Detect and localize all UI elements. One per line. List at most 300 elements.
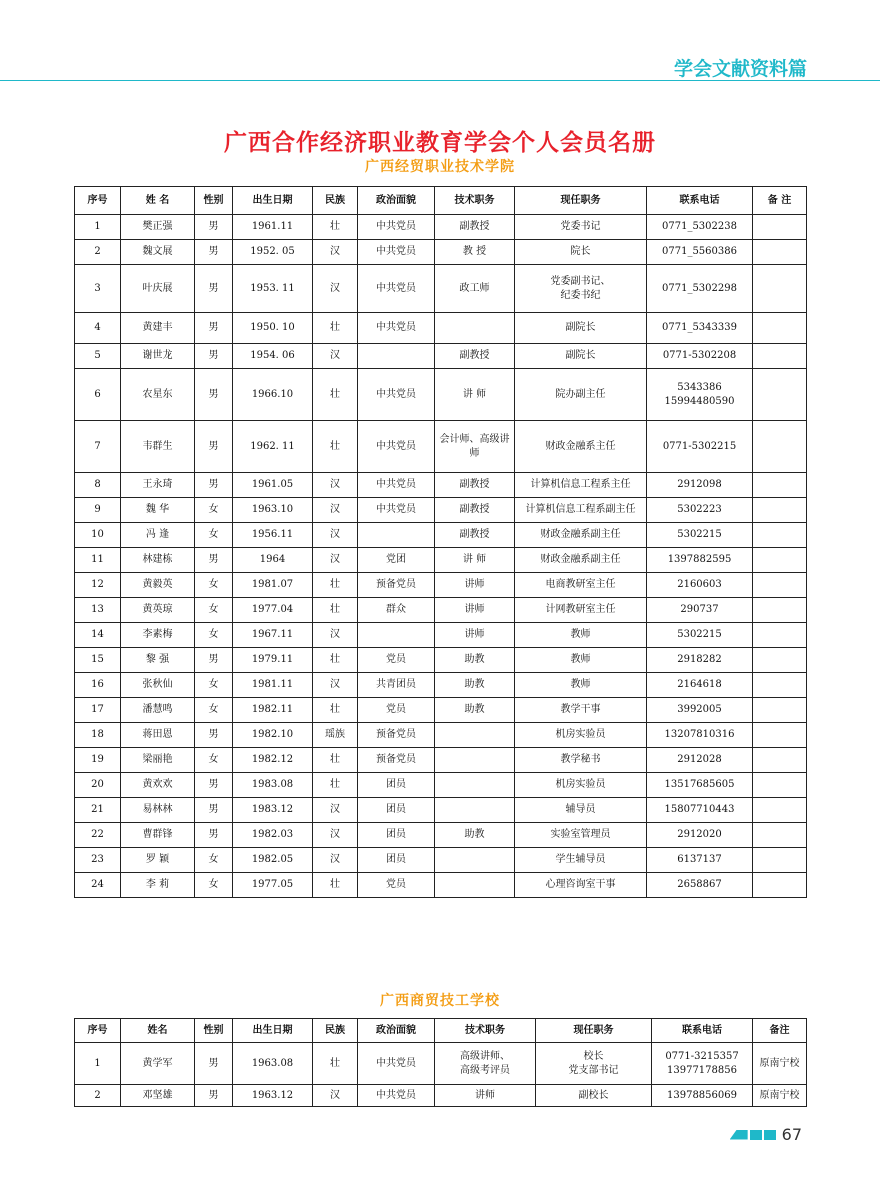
table-cell — [647, 369, 753, 421]
table-cell: 壮 — [313, 748, 358, 773]
cell-line: 13977178856 — [667, 1064, 737, 1076]
column-header: 姓名 — [121, 1019, 195, 1043]
table-cell: 财政金融系副主任 — [515, 523, 647, 548]
table-cell: 蒋田恩 — [121, 723, 195, 748]
table-cell: 机房实验员 — [515, 773, 647, 798]
table-cell: 1397882595 — [647, 548, 753, 573]
table-cell: 汉 — [313, 548, 358, 573]
column-header: 联系电话 — [652, 1019, 753, 1043]
table-cell: 学生辅导员 — [515, 848, 647, 873]
table-cell: 中共党员 — [358, 421, 435, 473]
table-cell: 2912098 — [647, 473, 753, 498]
table-cell — [753, 548, 807, 573]
table-cell: 壮 — [313, 573, 358, 598]
table-cell: 0771_5343339 — [647, 313, 753, 344]
table-cell: 女 — [195, 498, 233, 523]
table-cell: 副校长 — [536, 1085, 652, 1107]
table-cell: 讲 师 — [435, 548, 515, 573]
table-cell: 3 — [75, 265, 121, 313]
table-row — [75, 748, 807, 773]
table-cell: 女 — [195, 848, 233, 873]
table-cell: 黄学军 — [121, 1043, 195, 1085]
table-cell: 梁丽艳 — [121, 748, 195, 773]
column-header: 技术职务 — [435, 187, 515, 215]
table-cell: 中共党员 — [358, 369, 435, 421]
table-cell — [753, 848, 807, 873]
table-cell: 瑶族 — [313, 723, 358, 748]
table-cell: 壮 — [313, 648, 358, 673]
table-cell: 团员 — [358, 773, 435, 798]
table-cell: 壮 — [313, 773, 358, 798]
table-cell — [753, 673, 807, 698]
table-cell: 男 — [195, 240, 233, 265]
table-cell: 1982.10 — [233, 723, 313, 748]
table-cell: 党员 — [358, 648, 435, 673]
table-cell: 7 — [75, 421, 121, 473]
table-cell: 男 — [195, 648, 233, 673]
table-cell: 1982.05 — [233, 848, 313, 873]
table-row — [75, 240, 807, 265]
column-header: 联系电话 — [647, 187, 753, 215]
table-cell — [753, 523, 807, 548]
table-cell: 1956.11 — [233, 523, 313, 548]
table-cell — [753, 265, 807, 313]
table-cell: 邓坚雄 — [121, 1085, 195, 1107]
table-row — [75, 548, 807, 573]
table1-header-row — [75, 187, 807, 215]
table-cell: 2658867 — [647, 873, 753, 898]
cell-line: 校长 — [583, 1050, 604, 1062]
table-cell: 汉 — [313, 265, 358, 313]
table-cell: 壮 — [313, 313, 358, 344]
table-row — [75, 369, 807, 421]
section1-title: 广西经贸职业技术学院 — [365, 159, 515, 175]
table-cell: 心理咨询室干事 — [515, 873, 647, 898]
table-cell: 1979.11 — [233, 648, 313, 673]
column-header: 性别 — [195, 187, 233, 215]
table-cell — [435, 421, 515, 473]
table-cell — [753, 344, 807, 369]
table-cell: 副教授 — [435, 498, 515, 523]
footer-decor-block — [750, 1130, 762, 1140]
table-cell: 罗 颖 — [121, 848, 195, 873]
table-cell: 男 — [195, 344, 233, 369]
table-cell: 黎 强 — [121, 648, 195, 673]
table-cell: 壮 — [313, 215, 358, 240]
table-cell: 1953. 11 — [233, 265, 313, 313]
table-cell: 290737 — [647, 598, 753, 623]
table-cell: 1982.11 — [233, 698, 313, 723]
table-row — [75, 648, 807, 673]
table-cell — [435, 798, 515, 823]
footer-decor-block — [764, 1130, 776, 1140]
table-row — [75, 1085, 807, 1107]
table-cell: 教学干事 — [515, 698, 647, 723]
table-cell: 助教 — [435, 823, 515, 848]
table-cell: 男 — [195, 773, 233, 798]
table-row — [75, 798, 807, 823]
table-cell: 1964 — [233, 548, 313, 573]
table-cell: 汉 — [313, 848, 358, 873]
table-cell: 黄建丰 — [121, 313, 195, 344]
table-cell: 15807710443 — [647, 798, 753, 823]
table-row — [75, 265, 807, 313]
table-cell: 1983.12 — [233, 798, 313, 823]
table-cell: 1961.05 — [233, 473, 313, 498]
table-cell: 0771_5302298 — [647, 265, 753, 313]
header-rule — [0, 80, 880, 81]
table-cell — [753, 723, 807, 748]
column-header: 备 注 — [753, 187, 807, 215]
table-cell: 1950. 10 — [233, 313, 313, 344]
column-header: 备注 — [753, 1019, 807, 1043]
table-cell: 讲师 — [435, 598, 515, 623]
table-cell: 计算机信息工程系副主任 — [515, 498, 647, 523]
table-cell: 中共党员 — [358, 240, 435, 265]
table-cell: 辅导员 — [515, 798, 647, 823]
table-cell: 1962. 11 — [233, 421, 313, 473]
table-cell: 汉 — [313, 673, 358, 698]
table-cell: 魏 华 — [121, 498, 195, 523]
table-cell: 团员 — [358, 798, 435, 823]
table-cell: 壮 — [313, 598, 358, 623]
cell-line: 师 — [469, 447, 480, 459]
table-cell: 中共党员 — [358, 498, 435, 523]
table-cell: 1977.05 — [233, 873, 313, 898]
column-header: 民族 — [313, 1019, 358, 1043]
table-cell: 2 — [75, 240, 121, 265]
table-cell: 1966.10 — [233, 369, 313, 421]
table-row — [75, 573, 807, 598]
table-cell: 5 — [75, 344, 121, 369]
table-cell: 群众 — [358, 598, 435, 623]
table-cell: 机房实验员 — [515, 723, 647, 748]
table-cell: 19 — [75, 748, 121, 773]
table-cell: 1981.11 — [233, 673, 313, 698]
table-cell: 汉 — [313, 623, 358, 648]
table-cell: 1954. 06 — [233, 344, 313, 369]
table-cell — [753, 648, 807, 673]
table-cell — [435, 773, 515, 798]
table-cell: 男 — [195, 798, 233, 823]
table-cell: 汉 — [313, 344, 358, 369]
table-row — [75, 344, 807, 369]
table-cell: 2 — [75, 1085, 121, 1107]
table-cell: 中共党员 — [358, 265, 435, 313]
column-header: 现任职务 — [536, 1019, 652, 1043]
table-cell: 2164618 — [647, 673, 753, 698]
table-cell: 6137137 — [647, 848, 753, 873]
cell-line: 党委副书记、 — [550, 275, 611, 287]
table-cell: 0771-5302215 — [647, 421, 753, 473]
table-cell: 1981.07 — [233, 573, 313, 598]
table-cell: 1982.03 — [233, 823, 313, 848]
table-cell — [753, 421, 807, 473]
table-row — [75, 723, 807, 748]
table-cell: 0771_5302238 — [647, 215, 753, 240]
table-cell: 女 — [195, 598, 233, 623]
column-header: 现任职务 — [515, 187, 647, 215]
table-cell: 谢世龙 — [121, 344, 195, 369]
table-cell: 党员 — [358, 698, 435, 723]
table-cell — [753, 873, 807, 898]
table-cell: 助教 — [435, 673, 515, 698]
table-cell: 叶庆展 — [121, 265, 195, 313]
table-cell: 13207810316 — [647, 723, 753, 748]
table-cell: 副教授 — [435, 523, 515, 548]
table-cell: 男 — [195, 215, 233, 240]
table-cell: 1 — [75, 215, 121, 240]
table-cell: 中共党员 — [358, 1043, 435, 1085]
table-cell: 8 — [75, 473, 121, 498]
table-row — [75, 623, 807, 648]
table-row — [75, 1043, 807, 1085]
table-cell: 院办副主任 — [515, 369, 647, 421]
table-cell: 农星东 — [121, 369, 195, 421]
table-cell — [358, 344, 435, 369]
table-cell: 14 — [75, 623, 121, 648]
table-cell: 男 — [195, 313, 233, 344]
table-cell: 女 — [195, 698, 233, 723]
table-cell: 壮 — [313, 873, 358, 898]
table-cell: 汉 — [313, 498, 358, 523]
table-row — [75, 215, 807, 240]
table-cell: 2160603 — [647, 573, 753, 598]
cell-line: 5343386 — [677, 381, 722, 393]
table-cell: 23 — [75, 848, 121, 873]
table-cell: 1963.10 — [233, 498, 313, 523]
table-cell: 壮 — [313, 421, 358, 473]
table-cell: 3992005 — [647, 698, 753, 723]
table-cell — [358, 523, 435, 548]
column-header: 技术职务 — [435, 1019, 536, 1043]
table-cell — [753, 623, 807, 648]
table-cell — [435, 748, 515, 773]
table-row — [75, 473, 807, 498]
table-cell: 汉 — [313, 473, 358, 498]
table-cell: 5302215 — [647, 623, 753, 648]
table-cell — [753, 573, 807, 598]
table-cell: 汉 — [313, 240, 358, 265]
table-cell: 13 — [75, 598, 121, 623]
cell-line: 高级讲师、 — [460, 1050, 510, 1062]
cell-line: 会计师、高级讲 — [439, 433, 510, 445]
table-row — [75, 313, 807, 344]
table-cell: 13978856069 — [652, 1085, 753, 1107]
table-cell: 黄欢欢 — [121, 773, 195, 798]
table-row — [75, 848, 807, 873]
table-cell: 2918282 — [647, 648, 753, 673]
table-cell: 20 — [75, 773, 121, 798]
table-cell: 22 — [75, 823, 121, 848]
table-cell: 冯 逢 — [121, 523, 195, 548]
table-cell: 男 — [195, 1085, 233, 1107]
table-cell: 政工师 — [435, 265, 515, 313]
table-cell — [753, 773, 807, 798]
table-cell: 副教授 — [435, 473, 515, 498]
table-cell: 中共党员 — [358, 215, 435, 240]
table-cell: 曹群锋 — [121, 823, 195, 848]
table-cell: 电商教研室主任 — [515, 573, 647, 598]
page-number: 67 — [781, 1125, 802, 1144]
table-cell: 21 — [75, 798, 121, 823]
table-cell — [753, 698, 807, 723]
section-header-title: 学会文献资料篇 — [673, 58, 807, 80]
table-cell: 财政金融系主任 — [515, 421, 647, 473]
table-cell: 院长 — [515, 240, 647, 265]
table-cell — [753, 473, 807, 498]
table-cell: 16 — [75, 673, 121, 698]
column-header: 序号 — [75, 187, 121, 215]
table-row — [75, 698, 807, 723]
table-cell — [435, 848, 515, 873]
table-cell: 魏文展 — [121, 240, 195, 265]
table-cell — [753, 798, 807, 823]
table-row — [75, 523, 807, 548]
table-cell: 24 — [75, 873, 121, 898]
column-header: 出生日期 — [233, 1019, 313, 1043]
table-cell — [753, 748, 807, 773]
section2-title: 广西商贸技工学校 — [380, 993, 500, 1009]
table-cell: 教师 — [515, 673, 647, 698]
table-cell: 男 — [195, 723, 233, 748]
table-cell: 男 — [195, 473, 233, 498]
table-cell: 实验室管理员 — [515, 823, 647, 848]
table-cell: 党团 — [358, 548, 435, 573]
table-cell: 男 — [195, 1043, 233, 1085]
table-cell: 黄英琼 — [121, 598, 195, 623]
table-cell: 女 — [195, 573, 233, 598]
table-cell — [753, 598, 807, 623]
table-cell: 1982.12 — [233, 748, 313, 773]
table-cell: 助教 — [435, 648, 515, 673]
table-cell: 汉 — [313, 823, 358, 848]
table-cell: 汉 — [313, 798, 358, 823]
table-cell: 计算机信息工程系主任 — [515, 473, 647, 498]
table-cell: 2912020 — [647, 823, 753, 848]
table-row — [75, 823, 807, 848]
table-cell: 预备党员 — [358, 573, 435, 598]
table-cell: 教师 — [515, 623, 647, 648]
table-cell: 男 — [195, 265, 233, 313]
table-cell: 男 — [195, 548, 233, 573]
table-cell: 13517685605 — [647, 773, 753, 798]
table-cell — [435, 1043, 536, 1085]
table-cell: 樊正强 — [121, 215, 195, 240]
column-header: 民族 — [313, 187, 358, 215]
table-cell: 中共党员 — [358, 1085, 435, 1107]
table-cell: 男 — [195, 369, 233, 421]
table-cell — [753, 498, 807, 523]
table-cell: 张秋仙 — [121, 673, 195, 698]
table-cell: 17 — [75, 698, 121, 723]
table-row — [75, 598, 807, 623]
table-cell: 18 — [75, 723, 121, 748]
table-cell: 女 — [195, 873, 233, 898]
table-cell: 副院长 — [515, 344, 647, 369]
table-cell: 10 — [75, 523, 121, 548]
cell-line: 高级考评员 — [460, 1064, 510, 1076]
footer-decor-block — [730, 1130, 748, 1140]
table-cell: 预备党员 — [358, 748, 435, 773]
table-cell: 预备党员 — [358, 723, 435, 748]
table-cell: 讲 师 — [435, 369, 515, 421]
table-cell — [515, 265, 647, 313]
table-cell: 5302215 — [647, 523, 753, 548]
table-row — [75, 673, 807, 698]
table-cell: 讲师 — [435, 573, 515, 598]
column-header: 出生日期 — [233, 187, 313, 215]
page-footer — [730, 1125, 802, 1144]
column-header: 政治面貌 — [358, 187, 435, 215]
table-cell: 男 — [195, 823, 233, 848]
table-cell — [652, 1043, 753, 1085]
table-cell: 潘慧鸣 — [121, 698, 195, 723]
table-cell: 汉 — [313, 1085, 358, 1107]
table-cell: 女 — [195, 523, 233, 548]
table-cell: 5302223 — [647, 498, 753, 523]
table-cell: 党委书记 — [515, 215, 647, 240]
table-cell: 1961.11 — [233, 215, 313, 240]
column-header: 性别 — [195, 1019, 233, 1043]
member-table-1 — [74, 186, 807, 898]
table-cell: 汉 — [313, 523, 358, 548]
table-cell: 11 — [75, 548, 121, 573]
table-cell: 李 莉 — [121, 873, 195, 898]
table-cell: 副院长 — [515, 313, 647, 344]
table-cell: 男 — [195, 421, 233, 473]
table-cell: 9 — [75, 498, 121, 523]
table-cell: 原南宁校 — [753, 1085, 807, 1107]
cell-line: 党支部书记 — [568, 1064, 619, 1076]
table-cell: 6 — [75, 369, 121, 421]
table-cell: 团员 — [358, 848, 435, 873]
table-cell: 1963.12 — [233, 1085, 313, 1107]
table-cell: 壮 — [313, 1043, 358, 1085]
table-cell: 副教授 — [435, 344, 515, 369]
table-cell — [536, 1043, 652, 1085]
table-cell — [435, 313, 515, 344]
cell-line: 15994480590 — [664, 395, 735, 407]
table-cell: 1977.04 — [233, 598, 313, 623]
table-cell: 2912028 — [647, 748, 753, 773]
member-table-2 — [74, 1018, 807, 1107]
table-cell: 团员 — [358, 823, 435, 848]
table-row — [75, 873, 807, 898]
table-cell: 财政金融系副主任 — [515, 548, 647, 573]
column-header: 序号 — [75, 1019, 121, 1043]
table-cell: 壮 — [313, 698, 358, 723]
table-cell: 副教授 — [435, 215, 515, 240]
table-row — [75, 421, 807, 473]
table-cell: 壮 — [313, 369, 358, 421]
table-cell: 讲师 — [435, 623, 515, 648]
table-cell: 1983.08 — [233, 773, 313, 798]
table-cell: 0771-5302208 — [647, 344, 753, 369]
table-cell: 女 — [195, 673, 233, 698]
table-cell — [753, 369, 807, 421]
table-cell: 1952. 05 — [233, 240, 313, 265]
table-cell: 共青团员 — [358, 673, 435, 698]
table-cell — [753, 240, 807, 265]
table-row — [75, 773, 807, 798]
page-title: 广西合作经济职业教育学会个人会员名册 — [224, 129, 656, 156]
table-cell: 1 — [75, 1043, 121, 1085]
table-cell: 0771_5560386 — [647, 240, 753, 265]
table-cell — [358, 623, 435, 648]
table-row — [75, 498, 807, 523]
table-cell — [435, 723, 515, 748]
